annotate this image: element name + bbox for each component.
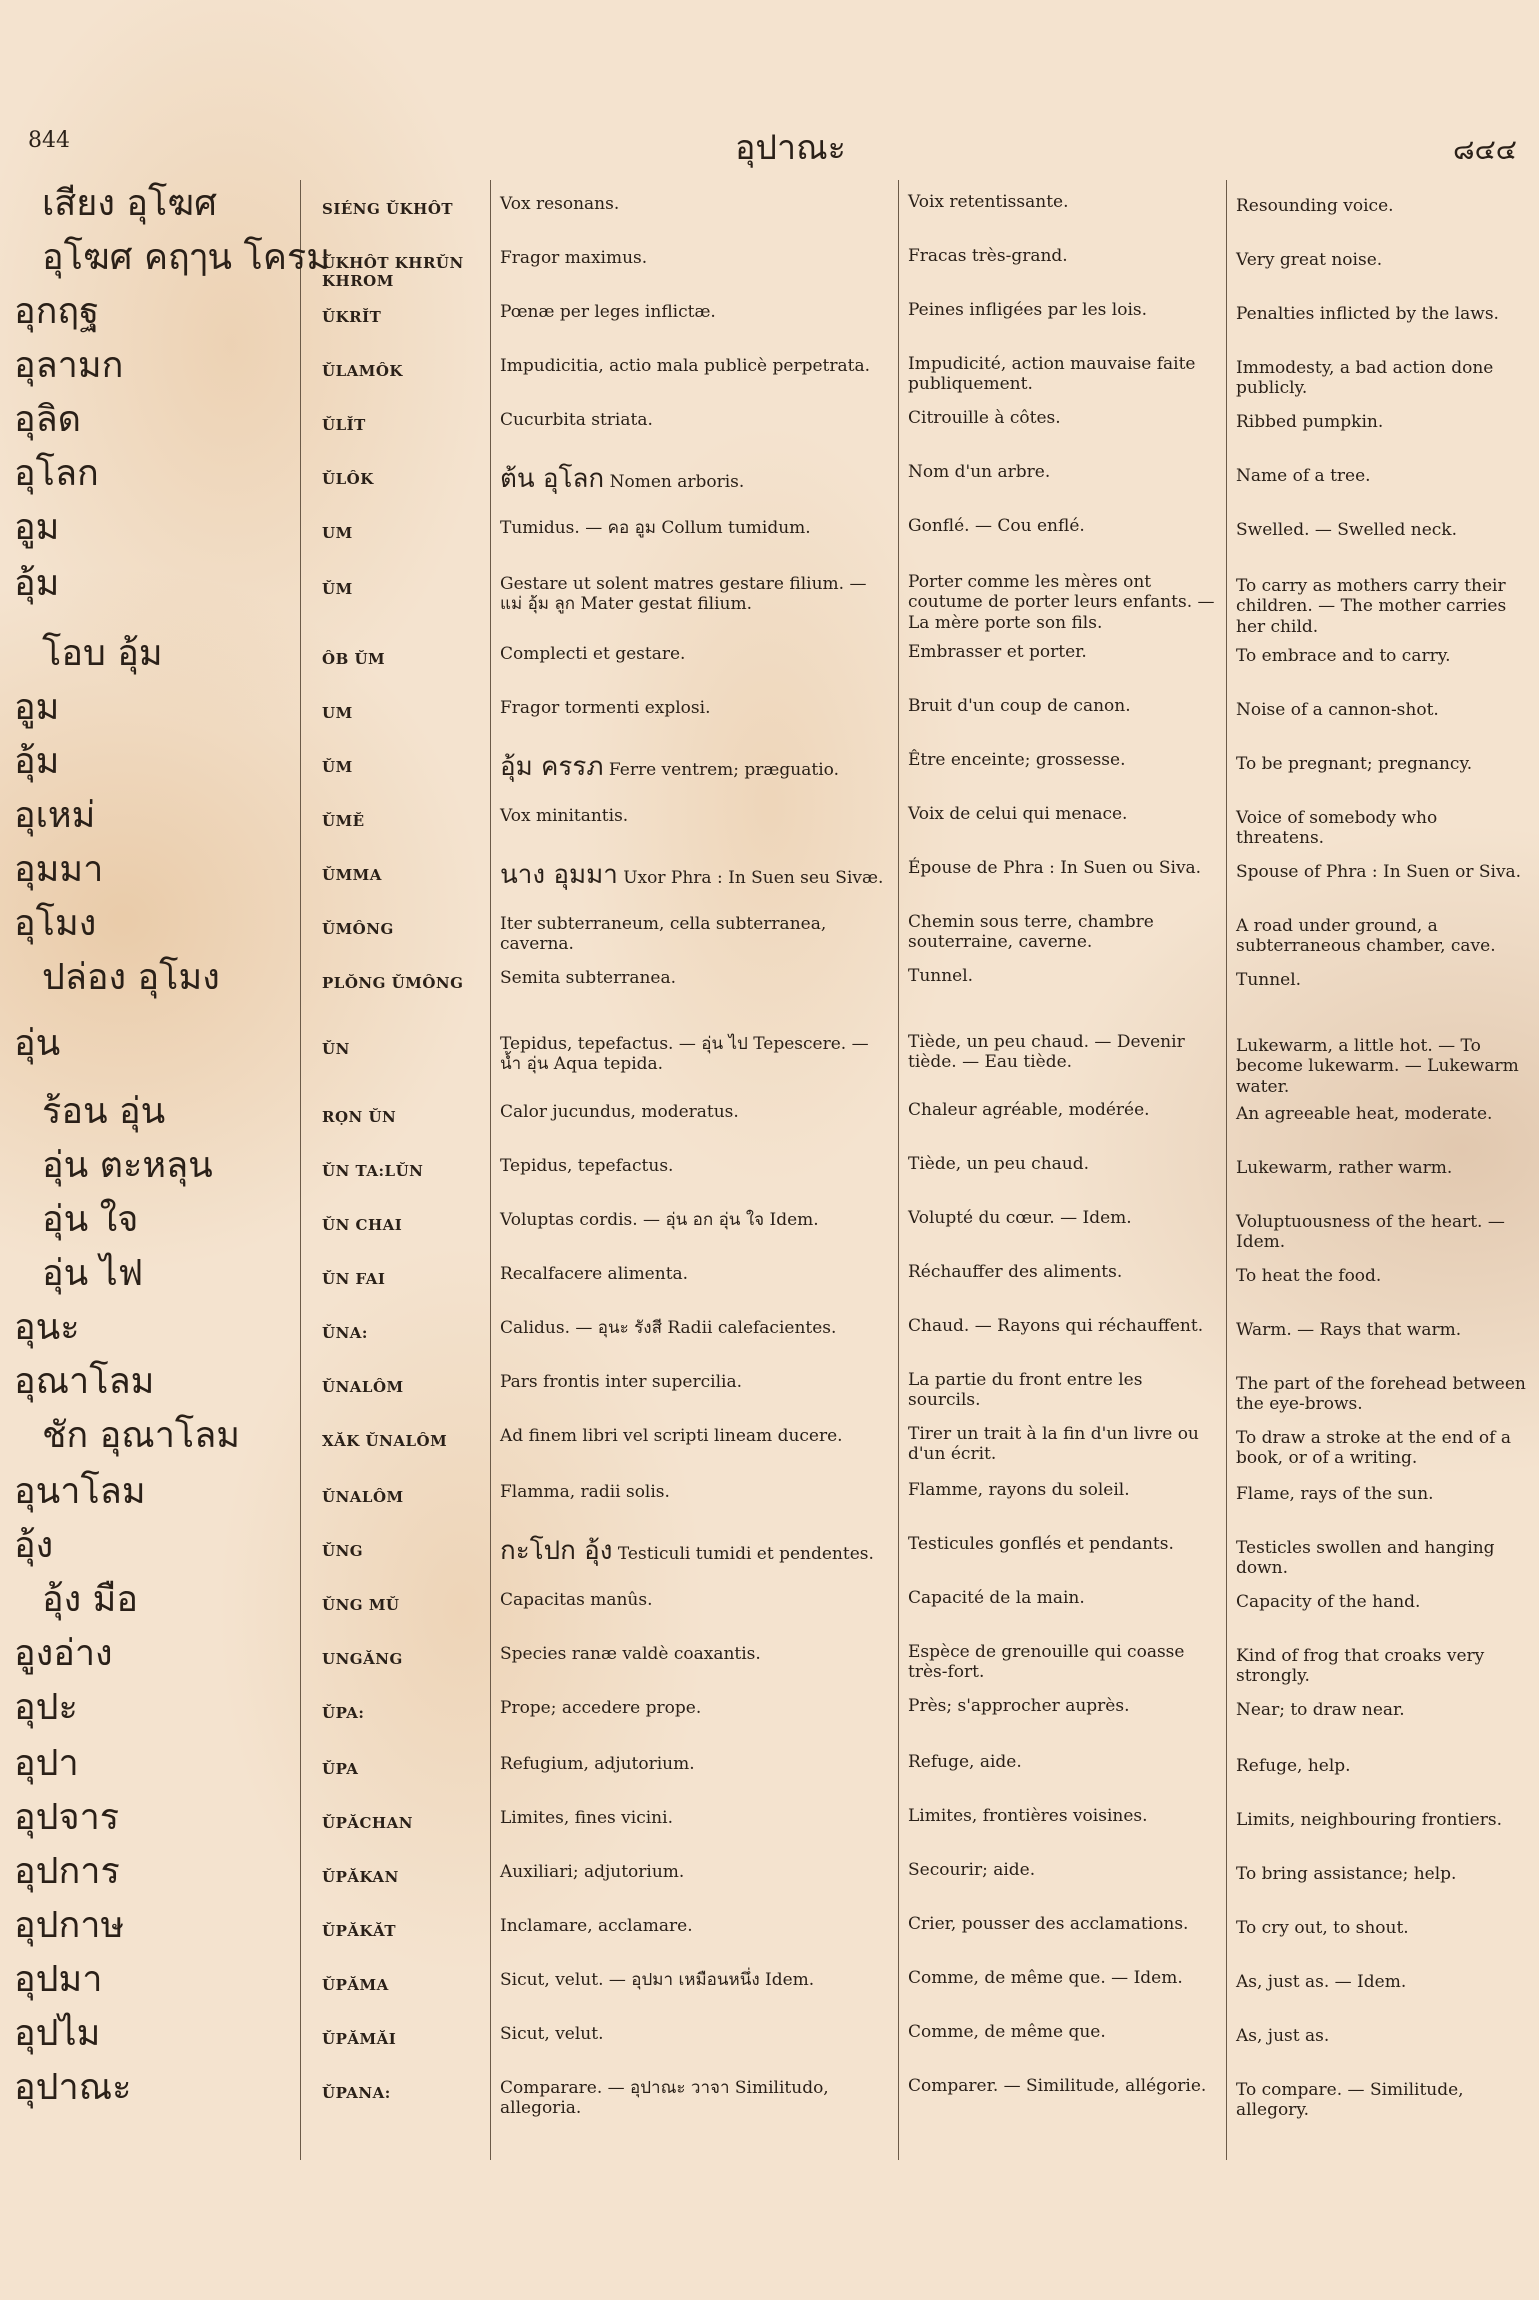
french-definition: Près; s'approcher auprès. <box>908 1696 1130 1716</box>
latin-definition <box>500 302 890 322</box>
latin-definition <box>500 1862 890 1882</box>
latin-text: Voluptas cordis. — อุ่น อก อุ่น ใจ Idem. <box>500 1210 819 1230</box>
transliteration: ŬLAMÔK <box>322 362 403 380</box>
latin-text: Pars frontis inter supercilia. <box>500 1372 742 1392</box>
thai-headword: ปล่อง อุโมง <box>42 957 220 998</box>
french-definition: Porter comme les mères ont coutume de porter leurs enfants. — La mère porte son fils. <box>908 572 1215 633</box>
thai-headword: อุปา <box>14 1743 79 1784</box>
latin-text: Calor jucundus, moderatus. <box>500 1102 739 1122</box>
transliteration: SIÉNG ŬKHÔT <box>322 200 454 218</box>
english-definition: Noise of a cannon-shot. <box>1236 700 1439 720</box>
latin-definition <box>500 1970 890 1990</box>
column-divider-2 <box>490 180 491 2160</box>
english-definition: To embrace and to carry. <box>1236 646 1451 666</box>
latin-text: Capacitas manûs. <box>500 1590 653 1610</box>
transliteration: ŬPĂMĂI <box>322 2030 397 2048</box>
french-definition: Bruit d'un coup de canon. <box>908 696 1131 716</box>
column-divider-4 <box>1226 180 1227 2160</box>
french-definition: Épouse de Phra : In Suen ou Siva. <box>908 858 1202 878</box>
english-definition: An agreeable heat, moderate. <box>1236 1104 1493 1124</box>
latin-text: Pœnæ per leges inflictæ. <box>500 302 716 322</box>
thai-headword: อุ้ม <box>14 563 60 604</box>
latin-text: Recalfacere alimenta. <box>500 1264 689 1284</box>
english-definition: Near; to draw near. <box>1236 1700 1405 1720</box>
latin-text: Flamma, radii solis. <box>500 1482 670 1502</box>
english-definition: Lukewarm, a little hot. — To become lukewarm. — Lukewarm water. <box>1236 1036 1519 1097</box>
french-definition: Gonflé. — Cou enflé. <box>908 516 1085 536</box>
latin-text: Sicut, velut. — อุปมา เหมือนหนึ่ง Idem. <box>500 1970 815 1990</box>
english-definition: To cry out, to shout. <box>1236 1918 1409 1938</box>
latin-text: Comparare. — อุปาณะ วาจา Similitudo, allegoria. <box>500 2078 829 2119</box>
english-definition: Immodesty, a bad action done publicly. <box>1236 358 1494 399</box>
latin-definition <box>500 518 890 538</box>
latin-text: Tumidus. — คอ อูม Collum tumidum. <box>500 518 811 538</box>
latin-text: Sicut, velut. <box>500 2024 604 2044</box>
latin-definition <box>500 464 890 495</box>
transliteration: ŬPĂKĂT <box>322 1922 397 1940</box>
french-definition: La partie du front entre les sourcils. <box>908 1370 1143 1411</box>
latin-definition <box>500 1754 890 1774</box>
latin-text: Semita subterranea. <box>500 968 677 988</box>
latin-definition <box>500 356 890 376</box>
thai-headword: อุ่น <box>14 1023 61 1064</box>
thai-headword: ชัก อุณาโลม <box>42 1415 241 1456</box>
thai-headword: อุปไม <box>14 2013 101 2054</box>
french-definition: Fracas très-grand. <box>908 246 1068 266</box>
latin-text: Complecti et gestare. <box>500 644 686 664</box>
transliteration: PLŎNG ŬMÔNG <box>322 974 464 992</box>
latin-definition <box>500 806 890 826</box>
thai-headword: อุปาณะ <box>14 2067 132 2108</box>
transliteration: ŬLÔK <box>322 470 374 488</box>
latin-definition <box>500 1156 890 1176</box>
latin-thai-phrase: กะโปก อุ้ง <box>500 1536 613 1566</box>
french-definition: Tirer un trait à la fin d'un livre ou d'un écrit. <box>908 1424 1199 1465</box>
thai-headword: อุ่น ใจ <box>42 1199 139 1240</box>
thai-headword: อุกฤฐ <box>14 291 100 332</box>
latin-text: Ferre ventrem; præguatio. <box>608 760 839 780</box>
transliteration: UNGĂNG <box>322 1650 403 1668</box>
transliteration: ŬPĂKAN <box>322 1868 399 1886</box>
english-definition: Capacity of the hand. <box>1236 1592 1421 1612</box>
latin-definition <box>500 1102 890 1122</box>
column-divider-1 <box>300 180 301 2160</box>
english-definition: The part of the forehead between the eye-brows. <box>1236 1374 1526 1415</box>
column-divider-3 <box>898 180 899 2160</box>
english-definition: To be pregnant; pregnancy. <box>1236 754 1473 774</box>
thai-headword: อุลามก <box>14 345 124 386</box>
latin-definition <box>500 1426 890 1446</box>
transliteration: UM <box>322 524 353 542</box>
english-definition: Voice of somebody who threatens. <box>1236 808 1438 849</box>
latin-text: Nomen arboris. <box>609 472 745 492</box>
transliteration: ÔB ŬM <box>322 650 386 668</box>
latin-text: Ad finem libri vel scripti lineam ducere. <box>500 1426 843 1446</box>
latin-text: Cucurbita striata. <box>500 410 653 430</box>
thai-headword: อุลิด <box>14 399 82 440</box>
english-definition: Kind of frog that croaks very strongly. <box>1236 1646 1485 1687</box>
french-definition: Limites, frontières voisines. <box>908 1806 1148 1826</box>
transliteration: ŬNA: <box>322 1324 368 1342</box>
thai-headword: ร้อน อุ่น <box>42 1091 166 1132</box>
thai-headword: อุ้ม <box>14 741 60 782</box>
thai-headword: อุปจาร <box>14 1797 120 1838</box>
page-title: อุปาณะ <box>735 128 846 168</box>
english-definition: As, just as. <box>1236 2026 1330 2046</box>
english-definition: To compare. — Similitude, allegory. <box>1236 2080 1464 2121</box>
french-definition: Refuge, aide. <box>908 1752 1022 1772</box>
thai-headword: อุ้ง <box>14 1525 54 1566</box>
latin-text: Auxiliari; adjutorium. <box>500 1862 685 1882</box>
latin-text: Tepidus, tepefactus. <box>500 1156 674 1176</box>
english-definition: Resounding voice. <box>1236 196 1394 216</box>
transliteration: ŬPANA: <box>322 2084 391 2102</box>
latin-text: Fragor maximus. <box>500 248 648 268</box>
transliteration: ŬNG MŬ <box>322 1596 400 1614</box>
latin-definition <box>500 194 890 214</box>
latin-definition <box>500 1318 890 1338</box>
thai-headword: อุโลก <box>14 453 99 494</box>
french-definition: Nom d'un arbre. <box>908 462 1051 482</box>
french-definition: Chemin sous terre, chambre souterraine, caverne. <box>908 912 1154 953</box>
transliteration: ŬNG <box>322 1542 364 1560</box>
thai-headword: อูงอ่าง <box>14 1633 113 1674</box>
english-definition: To draw a stroke at the end of a book, or of a writing. <box>1236 1428 1511 1469</box>
french-definition: Tiède, un peu chaud. <box>908 1154 1090 1174</box>
french-definition: Secourir; aide. <box>908 1860 1036 1880</box>
latin-text: Vox resonans. <box>500 194 620 214</box>
french-definition: Comparer. — Similitude, allégorie. <box>908 2076 1207 2096</box>
english-definition: Name of a tree. <box>1236 466 1371 486</box>
french-definition: Réchauffer des aliments. <box>908 1262 1123 1282</box>
latin-definition <box>500 248 890 268</box>
latin-definition <box>500 574 890 615</box>
french-definition: Espèce de grenouille qui coasse très-fort. <box>908 1642 1185 1683</box>
english-definition: To carry as mothers carry their children. — The mother carries her child. <box>1236 576 1507 637</box>
french-definition: Testicules gonflés et pendants. <box>908 1534 1174 1554</box>
transliteration: ŬPĂCHAN <box>322 1814 413 1832</box>
thai-headword: อุณาโลม <box>14 1361 155 1402</box>
latin-text: Impudicitia, actio mala publicè perpetrata. <box>500 356 870 376</box>
french-definition: Crier, pousser des acclamations. <box>908 1914 1189 1934</box>
latin-definition <box>500 752 890 783</box>
latin-text: Gestare ut solent matres gestare filium. — แม่ อุ้ม ลูก Mater gestat filium. <box>500 574 867 615</box>
latin-text: Fragor tormenti explosi. <box>500 698 711 718</box>
thai-headword: อุปการ <box>14 1851 120 1892</box>
latin-text: Calidus. — อุนะ รังสี Radii calefacientes. <box>500 1318 837 1338</box>
transliteration: ŬPA <box>322 1760 359 1778</box>
latin-definition <box>500 2078 890 2119</box>
latin-definition <box>500 1698 890 1718</box>
latin-definition <box>500 1264 890 1284</box>
thai-headword: อุโฆศ คฤๅน โครม <box>42 237 330 278</box>
french-definition: Être enceinte; grossesse. <box>908 750 1126 770</box>
latin-text: Inclamare, acclamare. <box>500 1916 693 1936</box>
english-definition: Swelled. — Swelled neck. <box>1236 520 1457 540</box>
thai-headword: อุมมา <box>14 849 104 890</box>
english-definition: Spouse of Phra : In Suen or Siva. <box>1236 862 1522 882</box>
latin-text: Species ranæ valdè coaxantis. <box>500 1644 761 1664</box>
latin-text: Vox minitantis. <box>500 806 629 826</box>
latin-thai-phrase: นาง อุมมา <box>500 860 618 890</box>
latin-text: Prope; accedere prope. <box>500 1698 702 1718</box>
latin-definition <box>500 1590 890 1610</box>
french-definition: Peines infligées par les lois. <box>908 300 1148 320</box>
transliteration: XĂK ŬNALÔM <box>322 1432 448 1450</box>
transliteration: ŬKHÔT KHRŬN KHROM <box>322 254 464 290</box>
latin-definition <box>500 1916 890 1936</box>
french-definition: Capacité de la main. <box>908 1588 1085 1608</box>
english-definition: To bring assistance; help. <box>1236 1864 1457 1884</box>
french-definition: Flamme, rayons du soleil. <box>908 1480 1130 1500</box>
french-definition: Voix retentissante. <box>908 192 1069 212</box>
thai-headword: อุ่น ตะหลุน <box>42 1145 213 1186</box>
latin-definition <box>500 1482 890 1502</box>
transliteration: ŬN TA:LŬN <box>322 1162 424 1180</box>
latin-text: Testiculi tumidi et pendentes. <box>617 1544 874 1564</box>
latin-definition <box>500 410 890 430</box>
english-definition: Limits, neighbouring frontiers. <box>1236 1810 1502 1830</box>
latin-definition <box>500 1808 890 1828</box>
english-definition: Ribbed pumpkin. <box>1236 412 1384 432</box>
latin-definition <box>500 1644 890 1664</box>
thai-headword: อูม <box>14 507 60 548</box>
transliteration: ŬKRĬT <box>322 308 382 326</box>
transliteration: ŬM <box>322 758 353 776</box>
latin-text: Refugium, adjutorium. <box>500 1754 695 1774</box>
transliteration: UM <box>322 704 353 722</box>
latin-text: Iter subterraneum, cella subterranea, caverna. <box>500 914 827 955</box>
latin-thai-phrase: อุ้ม ครรภ <box>500 752 604 782</box>
english-definition: Testicles swollen and hanging down. <box>1236 1538 1495 1579</box>
thai-headword: อุโมง <box>14 903 97 944</box>
transliteration: ŬNALÔM <box>322 1378 404 1396</box>
english-definition: Tunnel. <box>1236 970 1302 990</box>
latin-definition <box>500 968 890 988</box>
english-definition: Very great noise. <box>1236 250 1383 270</box>
thai-headword: อุ้ง มือ <box>42 1579 138 1620</box>
page-number-left: 844 <box>28 128 70 153</box>
french-definition: Chaud. — Rayons qui réchauffent. <box>908 1316 1204 1336</box>
english-definition: Voluptuousness of the heart. — Idem. <box>1236 1212 1505 1253</box>
transliteration: ŬN FAI <box>322 1270 386 1288</box>
french-definition: Volupté du cœur. — Idem. <box>908 1208 1132 1228</box>
english-definition: Lukewarm, rather warm. <box>1236 1158 1453 1178</box>
english-definition: To heat the food. <box>1236 1266 1382 1286</box>
french-definition: Chaleur agréable, modérée. <box>908 1100 1150 1120</box>
thai-headword: อุนาโลม <box>14 1471 146 1512</box>
latin-text: Tepidus, tepefactus. — อุ่น ไป Tepescere. — น้ำ อุ่น Aqua tepida. <box>500 1034 869 1075</box>
latin-definition <box>500 860 890 891</box>
latin-definition <box>500 1372 890 1392</box>
thai-headword: อุปกาษ <box>14 1905 125 1946</box>
french-definition: Tunnel. <box>908 966 974 986</box>
latin-definition <box>500 914 890 955</box>
transliteration: ŬM <box>322 580 353 598</box>
transliteration: ŬMMA <box>322 866 382 884</box>
french-definition: Embrasser et porter. <box>908 642 1087 662</box>
thai-headword: โอบ อุ้ม <box>42 633 163 674</box>
transliteration: ŬN <box>322 1040 350 1058</box>
french-definition: Citrouille à côtes. <box>908 408 1061 428</box>
transliteration: ŬNALÔM <box>322 1488 404 1506</box>
latin-definition <box>500 698 890 718</box>
latin-text: Limites, fines vicini. <box>500 1808 673 1828</box>
thai-headword: อุปมา <box>14 1959 103 2000</box>
thai-headword: อุปะ <box>14 1687 78 1728</box>
french-definition: Tiède, un peu chaud. — Devenir tiède. — Eau tiède. <box>908 1032 1185 1073</box>
latin-thai-phrase: ต้น อุโลก <box>500 464 605 494</box>
transliteration: ŬMĔ <box>322 812 365 830</box>
page-number-right: ๘๔๔ <box>1453 133 1517 166</box>
transliteration: ŬPĂMA <box>322 1976 389 1994</box>
french-definition: Comme, de même que. <box>908 2022 1106 2042</box>
french-definition: Impudicité, action mauvaise faite publiquement. <box>908 354 1196 395</box>
thai-headword: เสียง อุโฆศ <box>42 183 217 224</box>
latin-text: Uxor Phra : In Suen seu Sivæ. <box>623 868 884 888</box>
thai-headword: อูม <box>14 687 60 728</box>
english-definition: Penalties inflicted by the laws. <box>1236 304 1499 324</box>
english-definition: A road under ground, a subterraneous chamber, cave. <box>1236 916 1496 957</box>
thai-headword: อุนะ <box>14 1307 80 1348</box>
english-definition: Warm. — Rays that warm. <box>1236 1320 1462 1340</box>
english-definition: Flame, rays of the sun. <box>1236 1484 1434 1504</box>
latin-definition <box>500 644 890 664</box>
french-definition: Comme, de même que. — Idem. <box>908 1968 1183 1988</box>
transliteration: RỌN ŬN <box>322 1108 397 1126</box>
latin-definition <box>500 1034 890 1075</box>
french-definition: Voix de celui qui menace. <box>908 804 1128 824</box>
latin-definition <box>500 2024 890 2044</box>
english-definition: As, just as. — Idem. <box>1236 1972 1407 1992</box>
latin-definition <box>500 1536 890 1567</box>
thai-headword: อุเหม่ <box>14 795 96 836</box>
transliteration: ŬPA: <box>322 1704 365 1722</box>
transliteration: ŬN CHAI <box>322 1216 403 1234</box>
transliteration: ŬMÔNG <box>322 920 394 938</box>
latin-definition <box>500 1210 890 1230</box>
thai-headword: อุ่น ไฟ <box>42 1253 144 1294</box>
english-definition: Refuge, help. <box>1236 1756 1351 1776</box>
transliteration: ŬLĬT <box>322 416 366 434</box>
